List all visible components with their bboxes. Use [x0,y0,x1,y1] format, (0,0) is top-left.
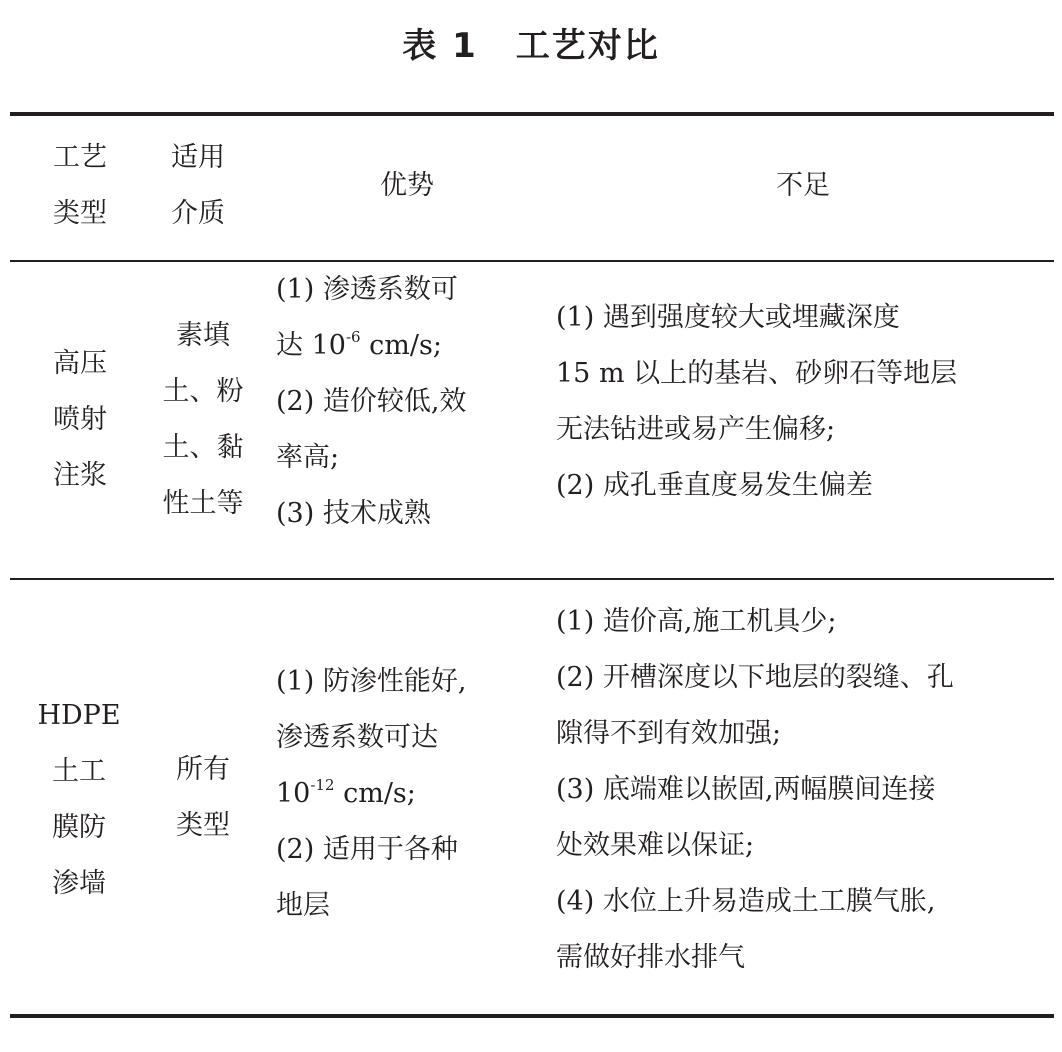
top-rule [10,112,1054,116]
row1-advantages: (1) 渗透系数可 达 $10^{-6}$ cm/s; (2) 造价较低,效 率高; (3) 技术成熟 [276,262,546,542]
header-process-type: 工艺 类型 [53,142,107,229]
row2-medium: 所有 类型 [176,754,230,841]
row2-disadvantages: (1) 造价高,施工机具少; (2) 开槽深度以下地层的裂缝、孔 隙得不到有效加强; (3) 底端难以嵌固,两幅膜间连接 处效果难以保证; (4) 水位上升易造成土工膜气胀, 需做好排水排气 [556,606,954,973]
row1-disadvantages: (1) 遇到强度较大或埋藏深度 15 m 以上的基岩、砂卵石等地层 无法钻进或易产生偏移; (2) 成孔垂直度易发生偏差 [556,302,958,501]
header-advantages: 优势 [380,170,434,201]
permeability-line: 达 $10^{-6}$ cm/s; [276,328,442,361]
table-caption-text: 工艺对比 [515,26,660,66]
header-disadvantages: 不足 [776,170,830,201]
row1-medium: 素填 土、粉 土、黏 性土等 [162,320,244,519]
bottom-rule [10,1014,1054,1018]
permeability-line: $10^{-12}$ cm/s; [276,776,416,809]
row1-process: 高压 喷射 注浆 [53,348,107,491]
header-applicable-medium: 适用 介质 [171,142,225,229]
row-divider [10,578,1054,580]
table-caption [0,18,1062,74]
table-caption-label: 表 1 [402,26,478,66]
row2-advantages: (1) 防渗性能好, 渗透系数可达 $10^{-12}$ cm/s; (2) 适用于各种 地层 [276,654,546,934]
row2-process: HDPE 土工 膜防 渗墙 [37,700,121,899]
